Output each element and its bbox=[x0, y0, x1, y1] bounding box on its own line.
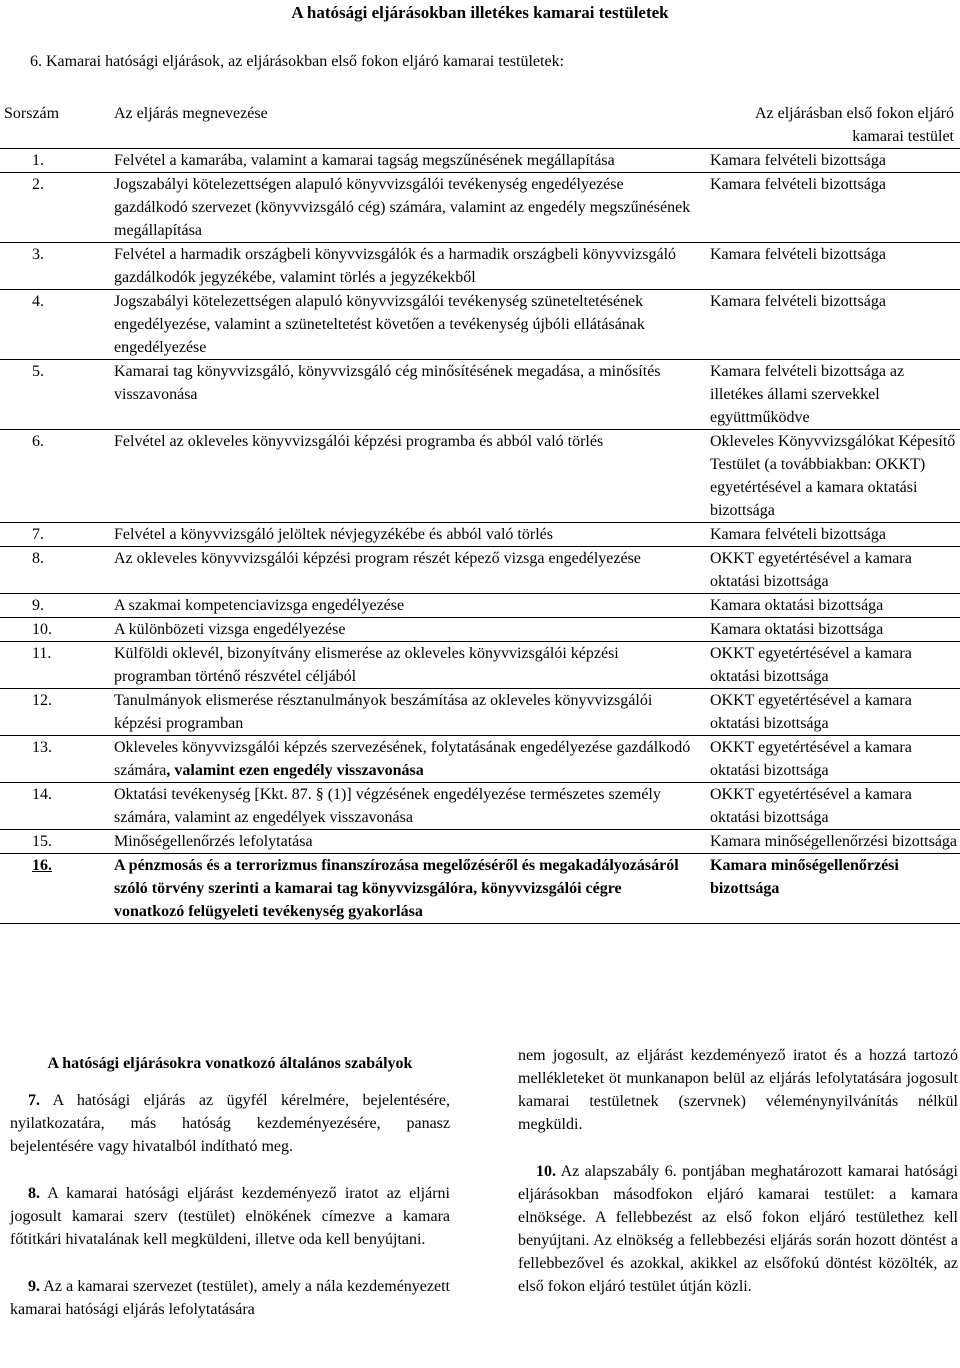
procedure-name-text: Felvétel az okleveles könyvvizsgálói képzési programba és abból való törlés bbox=[114, 433, 604, 450]
paragraph-9-continued: nem jogosult, az eljárást kezdeményező iratot és a hozzá tartozó mellékleteket öt munkanapon belül az eljárás lefolytatására jogosult kamarai testületnek (szervnek) véleménynyilvánítás nélkül megküldi. bbox=[518, 1047, 958, 1133]
table-row bbox=[0, 547, 960, 594]
row-number: 9. bbox=[0, 594, 114, 618]
row-procedure-name bbox=[114, 149, 704, 173]
paragraph-10-number: 10. bbox=[536, 1163, 556, 1180]
row-procedure-name bbox=[114, 594, 704, 618]
header-number: Sorszám bbox=[0, 102, 114, 149]
row-procedure-name bbox=[114, 523, 704, 547]
row-procedure-name bbox=[114, 360, 704, 430]
table-body bbox=[0, 149, 960, 924]
row-procedure-name bbox=[114, 173, 704, 243]
table-row bbox=[0, 618, 960, 642]
table-header-row bbox=[0, 102, 960, 149]
paragraph-10-text: Az alapszabály 6. pontjában meghatározott kamarai hatósági eljárásokban másodfokon eljáró kamarai testület: a kamara elnöksége. A fellebbezést az első fokon eljáró testülethez kell benyújtani. Az elnökség a fellebbezési eljárás során hozott döntést a fellebbezővel és azokkal, akikkel az elsőfokú döntést közölték, az első fokon eljáró testület útján közli. bbox=[518, 1163, 958, 1295]
row-procedure-name bbox=[114, 783, 704, 830]
row-body: Kamara felvételi bizottsága bbox=[704, 149, 960, 173]
general-rules-title: A hatósági eljárásokra vonatkozó általános szabályok bbox=[47, 1055, 413, 1072]
procedure-name-text: Kamarai tag könyvvizsgáló, könyvvizsgáló cég minősítésének megadása, a minősítés visszavonása bbox=[114, 363, 661, 403]
row-number: 11. bbox=[0, 642, 114, 689]
row-procedure-name bbox=[114, 618, 704, 642]
row-body: Okleveles Könyvvizsgálókat Képesítő Testület (a továbbiakban: OKKT) egyetértésével a kamara oktatási bizottsága bbox=[704, 430, 960, 523]
procedure-name-text: Jogszabályi kötelezettségen alapuló könyvvizsgálói tevékenység szüneteltetésének engedélyezése, valamint a szüneteltetést követően a tevékenység újbóli ellátásának engedélyezése bbox=[114, 293, 645, 356]
procedures-table bbox=[0, 102, 960, 924]
procedure-name-text: Az okleveles könyvvizsgálói képzési program részét képező vizsga engedélyezése bbox=[114, 550, 641, 567]
paragraph-9 bbox=[10, 1275, 450, 1321]
row-body: Kamara felvételi bizottsága bbox=[704, 173, 960, 243]
row-body: Kamara felvételi bizottsága bbox=[704, 523, 960, 547]
procedure-name-text: Felvétel a könyvvizsgáló jelöltek névjegyzékébe és abból való törlés bbox=[114, 526, 553, 543]
row-number: 14. bbox=[0, 783, 114, 830]
row-number: 8. bbox=[0, 547, 114, 594]
table-row bbox=[0, 830, 960, 854]
procedure-name-text: A különbözeti vizsga engedélyezése bbox=[114, 621, 346, 638]
table-row bbox=[0, 430, 960, 523]
page-title: A hatósági eljárásokban illetékes kamarai testületek bbox=[291, 3, 669, 22]
paragraph-8-number: 8. bbox=[28, 1185, 40, 1202]
row-body: OKKT egyetértésével a kamara oktatási bizottsága bbox=[704, 642, 960, 689]
procedure-name-text: A szakmai kompetenciavizsga engedélyezése bbox=[114, 597, 405, 614]
row-body: Kamara minőségellenőrzési bizottsága bbox=[704, 854, 960, 924]
paragraph-7 bbox=[10, 1089, 450, 1158]
procedure-name-text: Felvétel a kamarába, valamint a kamarai tagság megszűnésének megállapítása bbox=[114, 152, 615, 169]
procedure-name-text: Külföldi oklevél, bizonyítvány elismerése az okleveles könyvvizsgálói képzési programban történő részvétel céljából bbox=[114, 645, 619, 685]
paragraph-8 bbox=[10, 1182, 450, 1251]
paragraph-10 bbox=[518, 1160, 958, 1298]
row-body: Kamara oktatási bizottsága bbox=[704, 594, 960, 618]
section-heading: 6. Kamarai hatósági eljárások, az eljárásokban első fokon eljáró kamarai testületek: bbox=[30, 53, 565, 70]
procedure-name-text: Oktatási tevékenység [Kkt. 87. § (1)] végzésének engedélyezése természetes személy számára, valamint az engedélyek visszavonása bbox=[114, 786, 661, 826]
table-row bbox=[0, 523, 960, 547]
row-procedure-name bbox=[114, 642, 704, 689]
procedure-name-text: Tanulmányok elismerése résztanulmányok beszámítása az okleveles könyvvizsgálói képzési programban bbox=[114, 692, 653, 732]
row-number: 4. bbox=[0, 290, 114, 360]
table-row bbox=[0, 360, 960, 430]
procedure-name-text: Okleveles könyvvizsgálói képzés szervezésének, folytatásának engedélyezése gazdálkodó számára bbox=[114, 739, 691, 779]
procedure-name-text: Felvétel a harmadik országbeli könyvvizsgálók és a harmadik országbeli könyvvizsgáló gazdálkodók jegyzékébe, valamint törlés a jegyzékekből bbox=[114, 246, 677, 286]
procedure-name-bold-text: , valamint ezen engedély visszavonása bbox=[166, 762, 424, 779]
row-procedure-name bbox=[114, 736, 704, 783]
row-body: Kamara minőségellenőrzési bizottsága bbox=[704, 830, 960, 854]
row-number: 12. bbox=[0, 689, 114, 736]
paragraph-7-number: 7. bbox=[28, 1092, 40, 1109]
row-number: 13. bbox=[0, 736, 114, 783]
row-procedure-name bbox=[114, 290, 704, 360]
paragraph-9-text: Az a kamarai szervezet (testület), amely a nála kezdeményezett kamarai hatósági eljárás lefolytatására bbox=[10, 1278, 450, 1318]
row-procedure-name bbox=[114, 243, 704, 290]
row-number: 6. bbox=[0, 430, 114, 523]
table-row bbox=[0, 783, 960, 830]
row-body: Kamara oktatási bizottsága bbox=[704, 618, 960, 642]
row-body: OKKT egyetértésével a kamara oktatási bizottsága bbox=[704, 736, 960, 783]
header-procedure-name: Az eljárás megnevezése bbox=[114, 102, 704, 149]
row-body: Kamara felvételi bizottsága az illetékes állami szervekkel együttműködve bbox=[704, 360, 960, 430]
row-procedure-name bbox=[114, 854, 704, 924]
row-body: Kamara felvételi bizottsága bbox=[704, 243, 960, 290]
table-row bbox=[0, 642, 960, 689]
table-row bbox=[0, 290, 960, 360]
header-body: Az eljárásban első fokon eljáró kamarai testület bbox=[704, 102, 960, 149]
procedure-name-text: Jogszabályi kötelezettségen alapuló könyvvizsgálói tevékenység engedélyezése gazdálkodó szervezet (könyvvizsgáló cég) számára, valamint az engedély megszűnésének megállapítása bbox=[114, 176, 691, 239]
row-number: 16. bbox=[0, 854, 114, 924]
procedure-name-text: Minőségellenőrzés lefolytatása bbox=[114, 833, 313, 850]
table-row bbox=[0, 243, 960, 290]
table-row bbox=[0, 854, 960, 924]
row-procedure-name bbox=[114, 830, 704, 854]
paragraph-8-text: A kamarai hatósági eljárást kezdeményező iratot az eljárni jogosult kamarai szerv (testület) elnökének címezve a kamara főtitkári hivatalának kell megküldeni, illetve oda kell benyújtani. bbox=[10, 1185, 450, 1248]
row-procedure-name bbox=[114, 689, 704, 736]
row-number: 1. bbox=[0, 149, 114, 173]
row-procedure-name bbox=[114, 430, 704, 523]
row-body: OKKT egyetértésével a kamara oktatási bizottsága bbox=[704, 689, 960, 736]
table-row bbox=[0, 736, 960, 783]
table-row bbox=[0, 149, 960, 173]
table-row bbox=[0, 689, 960, 736]
row-body: OKKT egyetértésével a kamara oktatási bizottsága bbox=[704, 783, 960, 830]
general-rules-right-column bbox=[518, 1044, 958, 1322]
general-rules-left-column bbox=[10, 1052, 450, 1321]
row-number: 10. bbox=[0, 618, 114, 642]
row-procedure-name bbox=[114, 547, 704, 594]
paragraph-7-text: A hatósági eljárás az ügyfél kérelmére, bejelentésére, nyilatkozatára, más hatóság kezdeményezésére, panasz bejelentésére vagy hivatalból indítható meg. bbox=[10, 1092, 450, 1155]
row-number: 2. bbox=[0, 173, 114, 243]
table-row bbox=[0, 173, 960, 243]
paragraph-9-number: 9. bbox=[28, 1278, 40, 1295]
row-number: 7. bbox=[0, 523, 114, 547]
row-body: Kamara felvételi bizottsága bbox=[704, 290, 960, 360]
row-number: 3. bbox=[0, 243, 114, 290]
row-number: 5. bbox=[0, 360, 114, 430]
row-body: OKKT egyetértésével a kamara oktatási bizottsága bbox=[704, 547, 960, 594]
procedure-name-text: A pénzmosás és a terrorizmus finanszírozása megelőzéséről és megakadályozásáról szóló törvény szerinti a kamarai tag könyvvizsgálóra, könyvvizsgálói cégre vonatkozó felügyeleti tevékenység gyakorlása bbox=[114, 857, 679, 920]
row-number: 15. bbox=[0, 830, 114, 854]
table-row bbox=[0, 594, 960, 618]
